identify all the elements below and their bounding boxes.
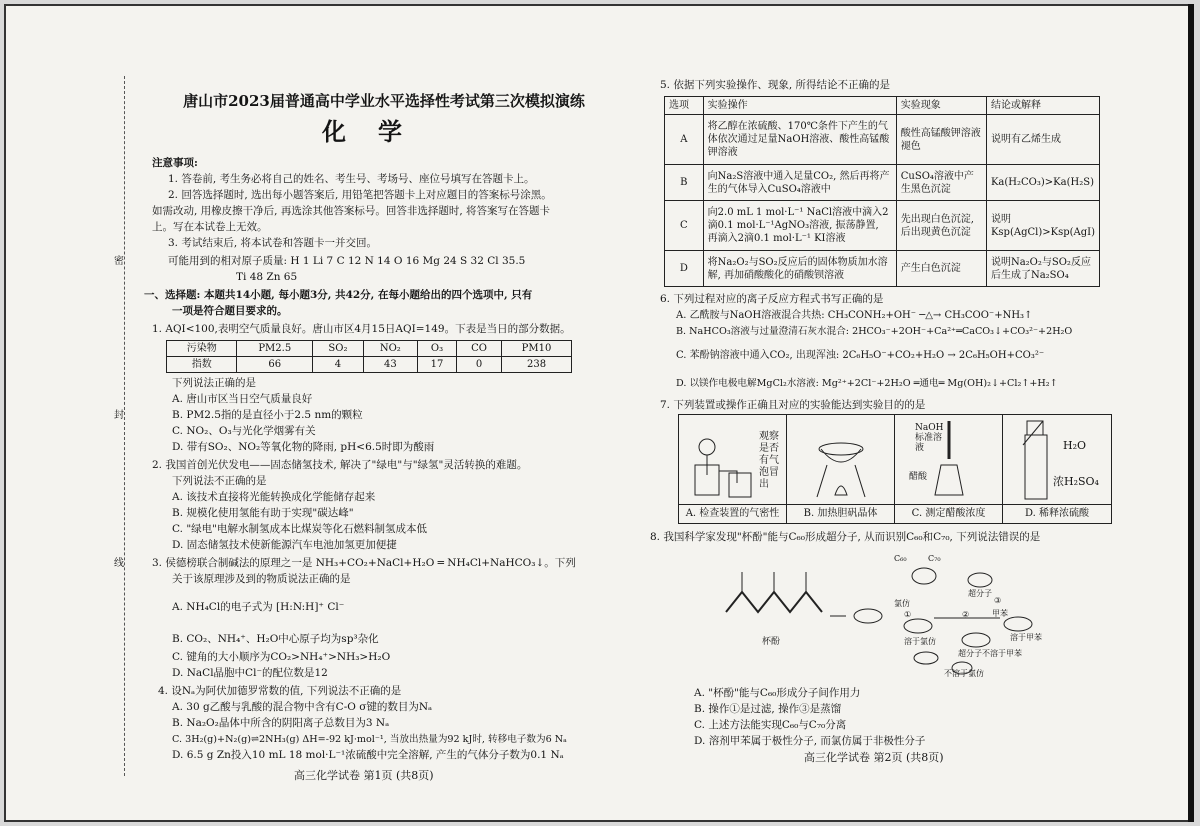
table-cell: 先出现白色沉淀, 后出现黄色沉淀 (896, 201, 986, 251)
notice-2: 2. 回答选择题时, 选出每小题答案后, 用铅笔把答题卡上对应题目的答案标号涂黑。 (168, 189, 552, 201)
c70-label: C₇₀ (928, 554, 941, 563)
table-cell: 4 (313, 357, 364, 373)
q3-option-b: B. CO₂、NH₄⁺、H₂O中心原子均为sp³杂化 (172, 633, 379, 645)
apparatus-d (1003, 415, 1111, 523)
q2-option-a: A. 该技术直接将光能转换成化学能储存起来 (172, 491, 376, 503)
q6-option-c: C. 苯酚钠溶液中通入CO₂, 出现浑浊: 2C₆H₅O⁻+CO₂+H₂O → 2C₆H₅OH+CO₃²⁻ (676, 350, 1045, 361)
notice-heading: 注意事项: (152, 157, 198, 169)
question-7: 7. 下列装置或操作正确且对应的实验能达到实验目的的是 (660, 399, 926, 411)
experiment-header-row (665, 97, 1100, 115)
naoh-label: NaOH标准溶液 (915, 423, 944, 453)
table-cell: 向2.0 mL 1 mol·L⁻¹ NaCl溶液中滴入2滴0.1 mol·L⁻¹AgNO₃溶液, 振荡静置, 再滴入2滴0.1 mol·L⁻¹ KI溶液 (703, 201, 896, 251)
experiment-row (665, 165, 1100, 201)
q4-option-c: C. 3H₂(g)+N₂(g)⇌2NH₃(g) ΔH=-92 kJ·mol⁻¹, 当放出热量为92 kJ时, 转移电子数为6 Nₐ (172, 734, 567, 745)
notice-3: 3. 考试结束后, 将本试卷和答题卡一并交回。 (168, 237, 378, 249)
apparatus-a-caption: A. 检查装置的气密性 (679, 504, 786, 523)
calixarene-diagram (718, 552, 1108, 682)
apparatus-figure (678, 414, 1112, 524)
q3-option-d: D. NaCl晶胞中Cl⁻的配位数是12 (172, 667, 328, 679)
q4-option-a: A. 30 g乙酸与乳酸的混合物中含有C-O σ键的数目为Nₐ (172, 701, 433, 713)
scan-edge (1188, 4, 1194, 822)
table-cell: D (665, 251, 704, 287)
table-cell: 43 (363, 357, 417, 373)
exam-sheet (4, 4, 1194, 822)
q4-option-d: D. 6.5 g Zn投入10 mL 18 mol·L⁻¹浓硫酸中完全溶解, 产生的气体分子数为0.1 Nₐ (172, 749, 564, 761)
dilution-cylinder-icon (1003, 415, 1111, 505)
table-cell: 实验操作 (703, 97, 896, 115)
apparatus-b-caption: B. 加热胆矾晶体 (787, 504, 894, 523)
table-cell: 污染物 (167, 341, 237, 357)
crucible-heating-icon (787, 415, 895, 505)
margin-label-mi: 密 (114, 252, 124, 267)
question-1: 1. AQI<100,表明空气质量良好。唐山市区4月15日AQI=149。下表是当日的部分数据。 (152, 323, 571, 335)
aqi-value-row (167, 357, 572, 373)
conc-h2so4-label: 浓H₂SO₄ (1053, 475, 1099, 488)
margin-label-xian: 线 (114, 554, 124, 569)
apparatus-d-caption: D. 稀释浓硫酸 (1003, 504, 1111, 523)
experiment-row (665, 251, 1100, 287)
q1-option-b: B. PM2.5指的是直径小于2.5 nm的颗粒 (172, 409, 363, 421)
question-6: 6. 下列过程对应的离子反应方程式书写正确的是 (660, 293, 884, 305)
q3-option-a: A. NH₄Cl的电子式为 [H:N:H]⁺ Cl⁻ (172, 601, 345, 613)
table-cell: A (665, 115, 704, 165)
apparatus-a-label: 观察是否有气泡冒出 (759, 431, 779, 490)
question-3: 3. 侯德榜联合制碱法的原理之一是 NH₃+CO₂+NaCl+H₂O ═ NH₄Cl+NaHCO₃↓。下列 (152, 557, 576, 569)
q2-option-b: B. 规模化使用氢能有助于实现"碳达峰" (172, 507, 354, 519)
q6-option-d: D. 以镁作电极电解MgCl₂水溶液: Mg²⁺+2Cl⁻+2H₂O ═通电═ Mg(OH)₂↓+Cl₂↑+H₂↑ (676, 378, 1058, 389)
apparatus-a (679, 415, 787, 523)
toluene-label: 甲苯 (992, 609, 1008, 618)
c60-label: C₆₀ (894, 554, 907, 563)
table-cell: 66 (237, 357, 313, 373)
step-1-label: ① (904, 610, 912, 619)
table-cell: CuSO₄溶液中产生黑色沉淀 (896, 165, 986, 201)
question-2: 2. 我国首创光伏发电——固态储氢技术, 解决了"绿电"与"绿氢"灵活转换的难题。 (152, 459, 528, 471)
acetic-acid-label: 醋酸 (909, 472, 928, 482)
table-cell: CO (457, 341, 502, 357)
q6-option-b: B. NaHCO₃溶液与过量澄清石灰水混合: 2HCO₃⁻+2OH⁻+Ca²⁺═CaCO₃↓+CO₃²⁻+2H₂O (676, 326, 1073, 337)
table-cell: B (665, 165, 704, 201)
question-8: 8. 我国科学家发现"杯酚"能与C₆₀形成超分子, 从而识别C₆₀和C₇₀, 下列说法错误的是 (650, 531, 1041, 543)
page-1-footer: 高三化学试卷 第1页 (共8页) (294, 769, 434, 782)
q4-option-b: B. Na₂O₂晶体中所含的阴阳离子总数目为3 Nₐ (172, 717, 390, 729)
notice-2b: 如需改动, 用橡皮擦干净后, 再选涂其他答案标号。回答非选择题时, 将答案写在答题卡 (152, 205, 551, 217)
chloroform-label: 氯仿 (894, 599, 910, 608)
experiment-table (664, 96, 1100, 287)
dissolved-in-toluene-label: 溶于甲苯 (1010, 633, 1042, 642)
supramolecule-label: 超分子 (968, 589, 992, 598)
page-2-footer: 高三化学试卷 第2页 (共8页) (804, 751, 944, 764)
binding-margin-line (124, 76, 125, 776)
table-cell: SO₂ (313, 341, 364, 357)
question-5: 5. 依据下列实验操作、现象, 所得结论不正确的是 (660, 79, 891, 91)
table-cell: 实验现象 (896, 97, 986, 115)
apparatus-c (895, 415, 1003, 523)
atomic-masses: 可能用到的相对原子质量: H 1 Li 7 C 12 N 14 O 16 Mg 24 S 32 Cl 35.5 (168, 255, 526, 267)
subject-title: 化学 (322, 117, 434, 146)
q8-option-d: D. 溶剂甲苯属于极性分子, 而氯仿属于非极性分子 (694, 735, 926, 747)
apparatus-b (787, 415, 895, 523)
q2-option-c: C. "绿电"电解水制氢成本比煤炭等化石燃料制氢成本低 (172, 523, 427, 535)
table-cell: 说明有乙烯生成 (986, 115, 1099, 165)
question-1-prompt: 下列说法正确的是 (172, 377, 256, 389)
water-label: H₂O (1063, 439, 1087, 452)
q3-option-c: C. 键角的大小顺序为CO₂>NH₄⁺>NH₃>H₂O (172, 651, 391, 663)
experiment-row (665, 115, 1100, 165)
question-3-b: 关于该原理涉及到的物质说法正确的是 (172, 573, 351, 585)
table-cell: 向Na₂S溶液中通入足量CO₂, 然后再将产生的气体导入CuSO₄溶液中 (703, 165, 896, 201)
table-cell: 说明Na₂O₂与SO₂反应后生成了Na₂SO₄ (986, 251, 1099, 287)
question-2-prompt: 下列说法不正确的是 (172, 475, 267, 487)
table-cell: O₃ (417, 341, 456, 357)
table-cell: 说明Ksp(AgCl)>Ksp(AgI) (986, 201, 1099, 251)
q8-option-b: B. 操作①是过滤, 操作③是蒸馏 (694, 703, 842, 715)
margin-label-feng: 封 (114, 406, 124, 421)
supramolecule-insoluble-label: 超分子不溶于甲苯 (958, 649, 1022, 658)
section-1-heading-2: 一项是符合题目要求的。 (172, 305, 288, 317)
titration-flask-icon (895, 415, 1003, 505)
table-cell: 选项 (665, 97, 704, 115)
aqi-table (166, 340, 572, 373)
section-1-heading: 一、选择题: 本题共14小题, 每小题3分, 共42分, 在每小题给出的四个选项中, 只有 (144, 289, 533, 301)
table-cell: 指数 (167, 357, 237, 373)
experiment-row (665, 201, 1100, 251)
q8-option-a: A. "杯酚"能与C₆₀形成分子间作用力 (694, 687, 861, 699)
table-cell: NO₂ (363, 341, 417, 357)
q1-option-a: A. 唐山市区当日空气质量良好 (172, 393, 313, 405)
dissolved-in-chloroform-label: 溶于氯仿 (904, 637, 936, 646)
q1-option-d: D. 带有SO₂、NO₂等氧化物的降雨, pH<6.5时即为酸雨 (172, 441, 435, 453)
table-cell: PM10 (502, 341, 572, 357)
q6-option-a: A. 乙酰胺与NaOH溶液混合共热: CH₃CONH₂+OH⁻ ─△→ CH₃COO⁻+NH₃↑ (676, 310, 1033, 321)
aqi-header-row (167, 341, 572, 357)
question-4: 4. 设Nₐ为阿伏加德罗常数的值, 下列说法不正确的是 (158, 685, 402, 697)
step-3-label: ③ (994, 596, 1002, 605)
table-cell: 产生白色沉淀 (896, 251, 986, 287)
q1-option-c: C. NO₂、O₃与光化学烟雾有关 (172, 425, 316, 437)
atomic-masses-2: Ti 48 Zn 65 (236, 271, 298, 283)
insoluble-in-chloroform-label: 不溶于氯仿 (944, 669, 984, 678)
table-cell: 结论或解释 (986, 97, 1099, 115)
table-cell: PM2.5 (237, 341, 313, 357)
table-cell: 17 (417, 357, 456, 373)
table-cell: Ka(H₂CO₃)>Ka(H₂S) (986, 165, 1099, 201)
notice-2c: 上。写在本试卷上无效。 (152, 221, 268, 233)
table-cell: 238 (502, 357, 572, 373)
calixarene-structure-icon (718, 552, 1108, 682)
q2-option-d: D. 固态储氢技术使新能源汽车电池加氢更加便捷 (172, 539, 397, 551)
exam-title: 唐山市2023届普通高中学业水平选择性考试第三次模拟演练 (183, 92, 585, 110)
table-cell: 0 (457, 357, 502, 373)
q8-option-c: C. 上述方法能实现C₆₀与C₇₀分离 (694, 719, 847, 731)
step-2-label: ② (962, 610, 970, 619)
table-cell: 酸性高锰酸钾溶液褪色 (896, 115, 986, 165)
calixarene-label: 杯酚 (762, 637, 781, 647)
apparatus-c-caption: C. 测定醋酸浓度 (895, 504, 1002, 523)
table-cell: C (665, 201, 704, 251)
notice-1: 1. 答卷前, 考生务必将自己的姓名、考生号、考场号、座位号填写在答题卡上。 (168, 173, 535, 185)
table-cell: 将Na₂O₂与SO₂反应后的固体物质加水溶解, 再加硝酸酸化的硝酸钡溶液 (703, 251, 896, 287)
table-cell: 将乙醇在浓硫酸、170℃条件下产生的气体依次通过足量NaOH溶液、酸性高锰酸钾溶液 (703, 115, 896, 165)
